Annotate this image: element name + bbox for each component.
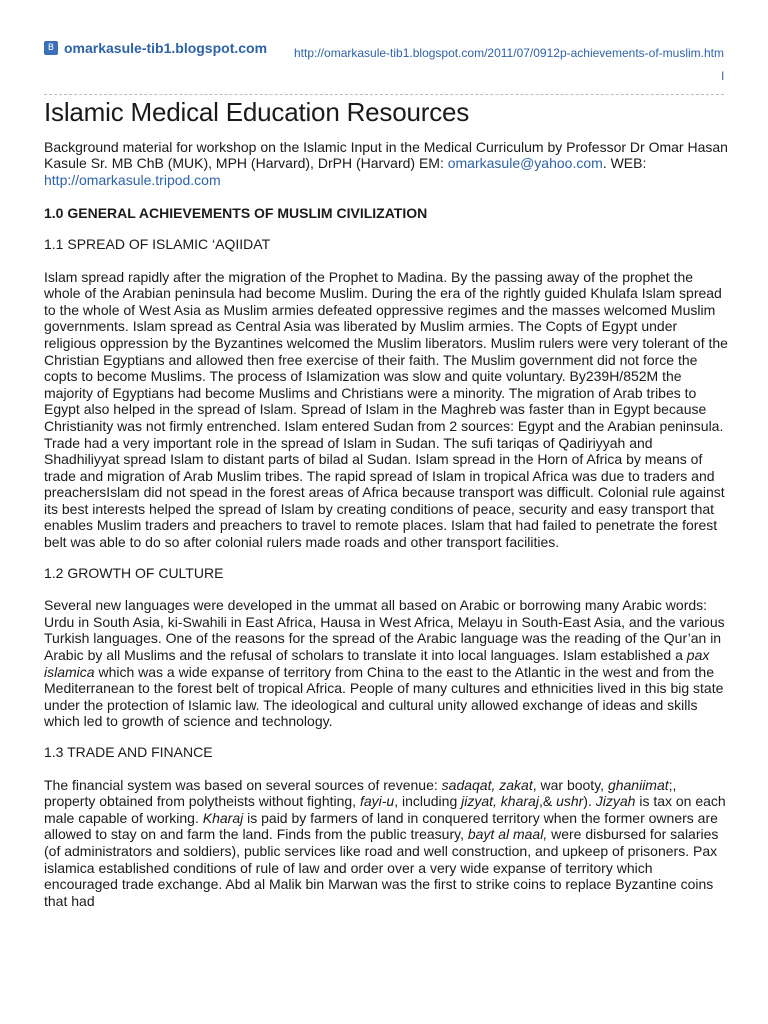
document-body	[44, 97, 728, 923]
website-link[interactable]: http://omarkasule.tripod.com	[44, 171, 221, 188]
text-span: is paid by farmers of land in conquered territory when the former owners are allowed to stay on and farm the land. Finds from the public treasury,	[44, 809, 718, 843]
italic-term: Jizyah	[595, 793, 636, 810]
post-url-link[interactable]: http://omarkasule-tib1.blogspot.com/2011/07/0912p-achievements-of-muslim.html	[294, 46, 724, 83]
text-span: ,&	[538, 793, 557, 810]
italic-term: bayt al maal,	[467, 826, 548, 843]
italic-term: Kharaj	[202, 809, 244, 826]
italic-term: ushr	[556, 793, 584, 810]
text-span: ;, property obtained from polytheists without fighting,	[44, 776, 677, 810]
text-span: Several new languages were developed in the ummat all based on Arabic or borrowing many Arabic words: Urdu in South Asia, ki-Swahili in East Africa, Hausa in West Africa, Melayu in South-East Asia, and the various Turkish languages. One of the reasons for the spread of the Arabic language was the reading of the Qur’an in Arabic by all Muslims and the refusal of scholars to translate it into local languages. Islam established a	[44, 597, 725, 664]
blogger-icon: B	[44, 41, 58, 55]
text-span: The financial system was based on several sources of revenue:	[44, 776, 442, 793]
header-divider	[44, 94, 724, 95]
site-identity	[44, 40, 267, 56]
text-span: which was a wide expanse of territory from China to the east to the Atlantic in the west and from the Mediterranean to the forest belt of tropical Africa. People of many cultures and ethnicities lived in this big state under the protection of Islamic law. The ideological and cultural unity allowed exchange of ideas and skills which led to growth of science and technology.	[44, 663, 724, 730]
paragraph-spread-of-islam: Islam spread rapidly after the migration of the Prophet to Madina. By the passing away of the prophet the whole of the Arabian peninsula had become Muslim. During the era of the rightly guided Khulafa Islam spread to the whole of West Asia as Muslim armies defeated oppressive regimes and the masses welcomed Muslim governments. Islam spread as Central Asia was liberated by Muslim armies. The Copts of Egypt under religious oppression by the Byzantines welcomed the Muslim liberators. Muslim rulers were very tolerant of the Christian Egyptians and allowed then free exercise of their faith. The Muslim government did not force the copts to become Muslims. The process of Islamization was slow and quite voluntary. By239H/852M the majority of Egyptians had become Muslims and Christians were a minority. The migration of Arab tribes to Egypt also helped in the spread of Islam. Spread of Islam in the Maghreb was faster than in Egypt because Christianity was not firmly entrenched. Islam entered Sudan from 2 sources: Egypt and the Arabian peninsula. Trade had a very important role in the spread of Islam in Sudan. The sufi tariqas of Qadiriyyah and Shadhiliyyat spread Islam to distant parts of bilad al Sudan. Islam spread in the Horn of Africa by means of trade and migration of Arab Muslim tribes. The rapid spread of Islam in tropical Africa was due to traders and preachersIslam did not spead in the forest areas of Africa because transport was difficult. Colonial rule against its best interests helped the spread of Islam by creating conditions of peace, security and easy transport that enables Muslim traders and preachers to travel to remote places. Islam that had failed to penetrate the forest belt was able to do so after colonial rulers made roads and other transport facilities.	[44, 268, 728, 551]
intro-text: Background material for workshop on the Islamic Input in the Medical Curriculum by Professor Dr Omar Hasan Kasule Sr. MB ChB (MUK), MPH (Harvard), DrPH (Harvard) EM:	[44, 138, 728, 172]
italic-term: pax islamica	[44, 647, 710, 680]
text-span: ).	[583, 793, 596, 810]
text-span: , war booty,	[532, 776, 608, 793]
subsection-heading-1-3: 1.3 TRADE AND FINANCE	[44, 744, 213, 760]
web-label: . WEB:	[602, 155, 647, 172]
text-span: were disbursed for salaries (of administrators and soldiers), public services like road and well construction, and upkeep of prisoners. Pax islamica established conditions of rule of law and order over a very wide expanse of territory which encouraged trade exchange. Abd al Malik bin Marwan was the first to strike coins to replace Byzantine coins that had	[44, 826, 719, 909]
paragraph-trade-and-finance	[44, 777, 728, 910]
text-span: , including	[394, 793, 462, 810]
italic-term: fayi-u	[359, 793, 395, 810]
italic-term: jizyat, kharaj	[461, 793, 539, 810]
paragraph-growth-of-culture	[44, 597, 728, 730]
page-title: Islamic Medical Education Resources	[44, 97, 470, 127]
italic-term: sadaqat, zakat	[441, 776, 533, 793]
intro-paragraph	[44, 139, 728, 189]
site-name-link[interactable]: omarkasule-tib1.blogspot.com	[64, 40, 268, 56]
italic-term: ghaniimat	[607, 776, 669, 793]
subsection-heading-1-1: 1.1 SPREAD OF ISLAMIC ‘AQIIDAT	[44, 235, 271, 252]
text-span: is tax on each male capable of working.	[44, 793, 726, 826]
section-heading: 1.0 GENERAL ACHIEVEMENTS OF MUSLIM CIVILIZATION	[44, 205, 428, 222]
email-link[interactable]: omarkasule@yahoo.com	[447, 155, 603, 172]
subsection-heading-1-2: 1.2 GROWTH OF CULTURE	[44, 564, 224, 581]
